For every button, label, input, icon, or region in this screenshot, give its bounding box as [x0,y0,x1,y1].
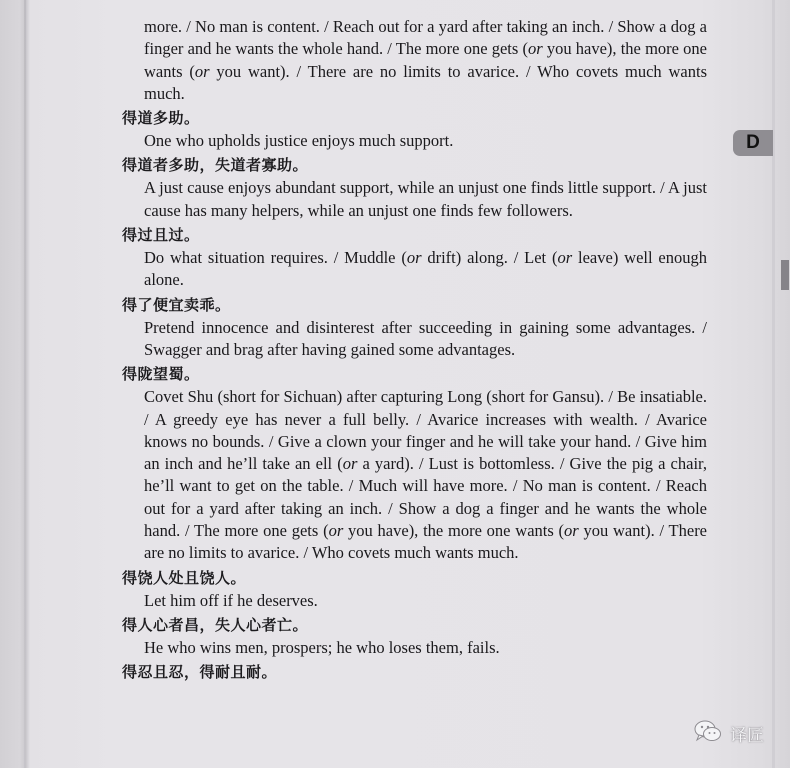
entry-headword: 得忍且忍，得耐且耐。 [122,663,278,682]
wechat-icon [694,719,722,748]
entry-definition: He who wins men, prospers; he who loses them, fails. [144,637,500,657]
entry-definition: A just cause enjoys abundant support, while an unjust one finds little support. / A just cause has many helpers, while an unjust one finds few followers. [144,178,707,220]
entry-headword: 得道多助。 [122,109,200,128]
entry-continued [122,16,707,105]
entry [122,567,707,612]
page-gutter [24,0,26,768]
page-right-edge [772,0,775,768]
entry [122,107,707,152]
entry-headword: 得人心者昌，失人心者亡。 [122,615,309,634]
thumb-tab-letter: D [746,132,760,153]
entry-definition: One who upholds justice enjoys much support. [144,131,454,151]
entry-definition: Pretend innocence and disinterest after succeeding in gaining some advantages. / Swagger and brag after having gained some advantages. [144,317,707,359]
entry-headword: 得道者多助，失道者寡助。 [122,156,309,175]
entry-definition: more. / No man is content. / Reach out for a yard after taking an inch. / Show a dog a finger and he wants the whole hand. / The more one gets (or you have), the more one wants (or you want). / There are no limits to avarice. / Who covets much wants much. [144,17,707,103]
entry-headword: 得了便宜卖乖。 [122,295,231,314]
thumb-index-tab [733,130,773,156]
watermark [694,719,764,748]
entry-definition: Covet Shu (short for Sichuan) after capturing Long (short for Gansu). / Be insatiable. / A greedy eye has never a full belly. / Avarice increases with wealth. / Avarice knows no bounds. / Give a clown your finger and he will take your hand. / Give him an inch and he’ll take an ell (or a yard). / Lust is bottomless. / Give the pig a chair, he’ll want to get on the table. / Much will have more. / No man is content. / Reach out for a yard after taking an inch. / Show a dog a finger and he wants the whole hand. / The more one gets (or you have), the more one wants (or you want). / There are no limits to avarice. / Who covets much wants much. [144,387,708,563]
entry-definition: Do what situation requires. / Muddle (or drift) along. / Let (or leave) well enough alone. [144,248,707,290]
dictionary-entries [122,16,707,684]
edge-index-mark [781,260,789,290]
entry [122,363,707,564]
entry [122,614,707,659]
entry-headword: 得饶人处且饶人。 [122,568,247,587]
entry-headword: 得陇望蜀。 [122,365,200,384]
watermark-text: 译匠 [730,726,764,746]
entry [122,224,707,292]
entry [122,661,707,683]
entry [122,294,707,362]
entry-headword: 得过且过。 [122,226,200,245]
entry [122,154,707,222]
entry-definition: Let him off if he deserves. [144,590,318,610]
